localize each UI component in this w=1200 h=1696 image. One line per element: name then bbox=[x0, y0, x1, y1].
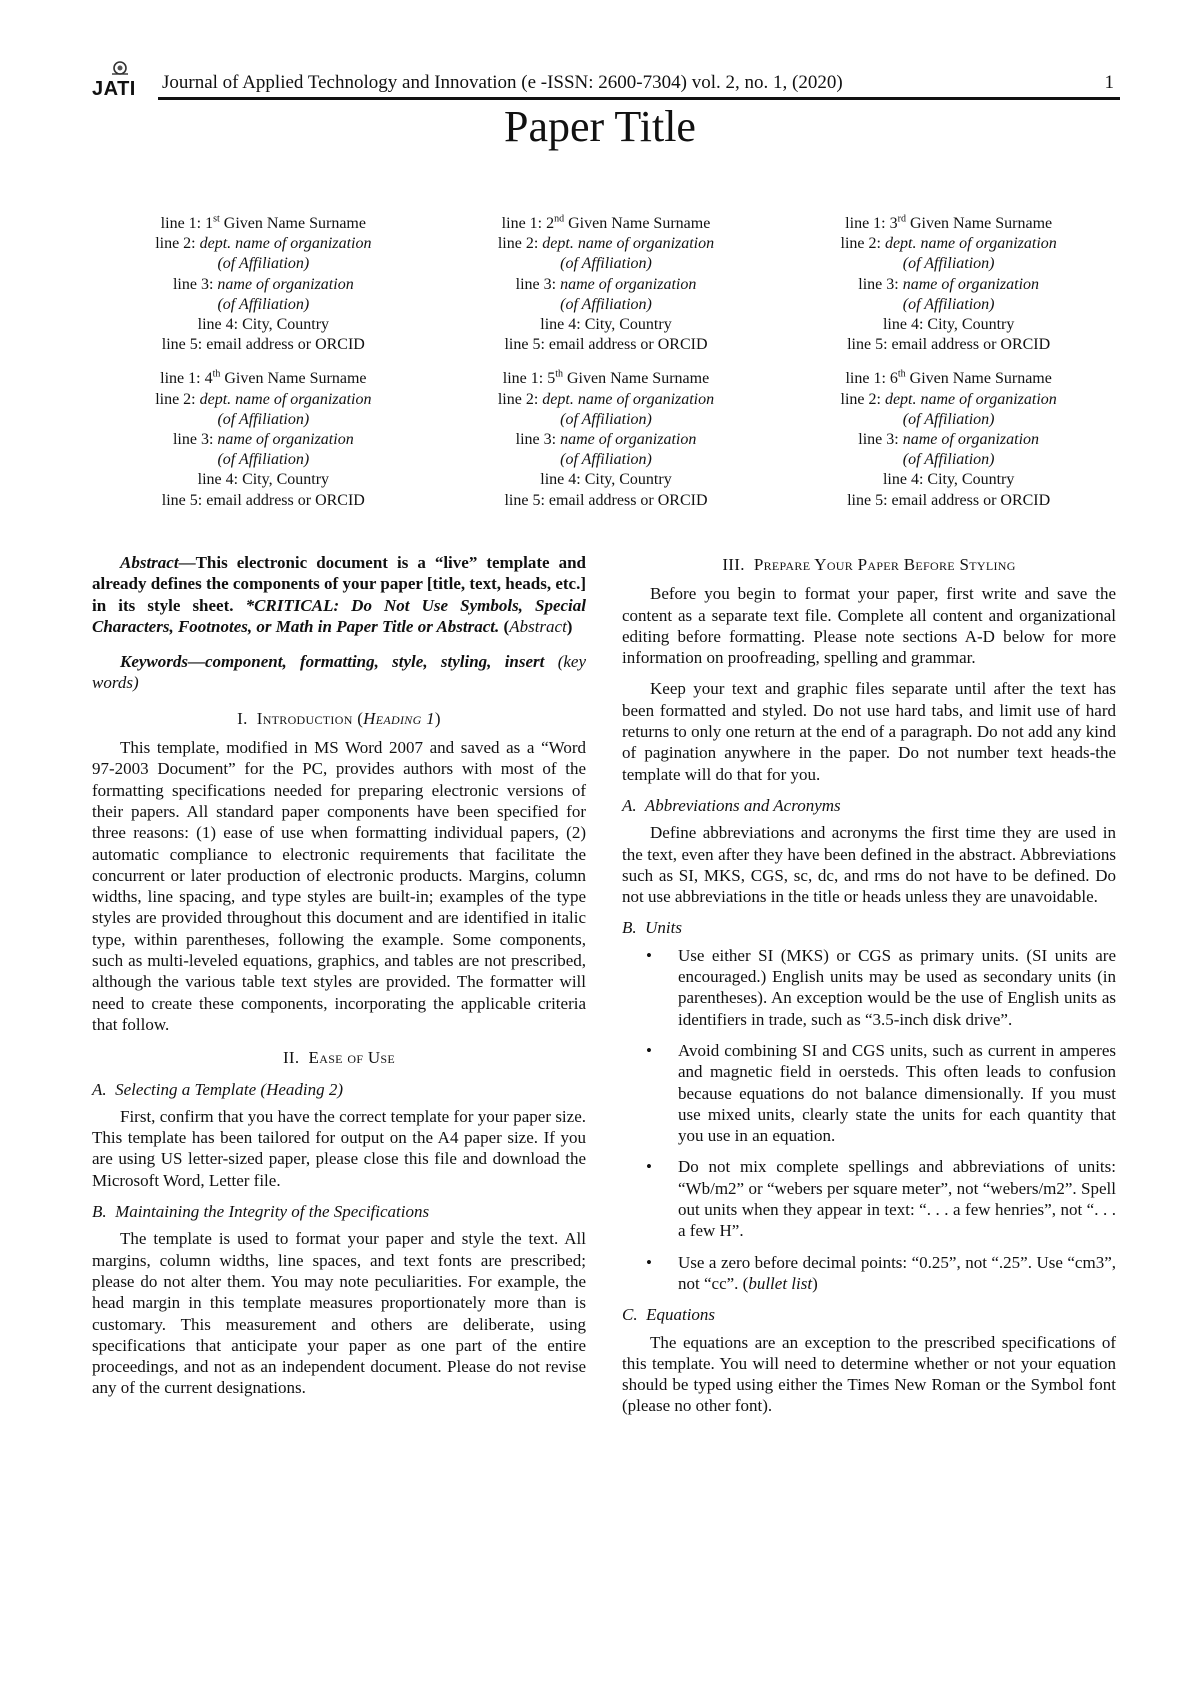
right-column bbox=[622, 552, 1116, 1427]
page-number: 1 bbox=[1104, 72, 1114, 93]
left-column bbox=[92, 552, 586, 1409]
list-item: • Avoid combining SI and CGS units, such as current in amperes and magnetic field in oersteds. This often leads to confusion because equations do not balance dimensionally. If you must use mixed units, clearly state the units for each quantity that you use in an equation. bbox=[622, 1040, 1116, 1146]
equations-paragraph: The equations are an exception to the prescribed specifications of this template. You will need to determine whether or not your equation should be typed using either the Times New Roman or the Symbol font (please no other font). bbox=[622, 1332, 1116, 1416]
paper-title: Paper Title bbox=[504, 102, 696, 151]
prepare-paragraph-1: Before you begin to format your paper, first write and save the content as a separate text file. Complete all content and organizational editing before formatting. Please note sections A-D below for more information on proofreading, spelling and grammar. bbox=[622, 584, 1116, 668]
subheading-equations: C. Equations bbox=[622, 1305, 716, 1325]
journal-citation: Journal of Applied Technology and Innovation (e -ISSN: 2600-7304) vol. 2, no. 1, (2020) bbox=[162, 72, 843, 93]
subheading-integrity: B. Maintaining the Integrity of the Specifications bbox=[92, 1202, 430, 1222]
author-4: line 1: 4th Given Name Surname line 2: dept. name of organization (of Affiliation) line 3: name of organization (of Affiliation) line 4: City, Country line 5: email address or ORCID bbox=[155, 369, 372, 509]
list-item: • Do not mix complete spellings and abbreviations of units: “Wb/m2” or “webers per square meter”, not “webers/m2”. Spell out units when they appear in text: “. . . a few henries”, not “. . . a few H”. bbox=[622, 1156, 1116, 1241]
jati-logo bbox=[92, 60, 150, 102]
author-3: line 1: 3rd Given Name Surname line 2: dept. name of organization (of Affiliation) line 3: name of organization (of Affiliation) line 4: City, Country line 5: email address or ORCID bbox=[840, 213, 1057, 354]
author-1: line 1: 1st Given Name Surname line 2: dept. name of organization (of Affiliation) line 3: name of organization (of Affiliation) line 4: City, Country line 5: email address or ORCID bbox=[155, 213, 372, 354]
units-bullet-list bbox=[622, 945, 1116, 1294]
selecting-template-paragraph: First, confirm that you have the correct template for your paper size. This template has been tailored for output on the A4 paper size. If you are using US letter-sized paper, please close this file and download the Microsoft Word, Letter file. bbox=[92, 1106, 586, 1190]
author-5: line 1: 5th Given Name Surname line 2: dept. name of organization (of Affiliation) line 3: name of organization (of Affiliation) line 4: City, Country line 5: email address or ORCID bbox=[497, 369, 715, 509]
heading-ease-of-use: II. Ease of Use bbox=[282, 1048, 396, 1068]
running-header bbox=[92, 60, 1120, 102]
author-2: line 1: 2nd Given Name Surname line 2: dept. name of organization (of Affiliation) line 3: name of organization (of Affiliation) line 4: City, Country line 5: email address or ORCID bbox=[497, 213, 715, 354]
heading-prepare-paper: III. Prepare Your Paper Before Styling bbox=[722, 555, 1016, 574]
list-item: • Use a zero before decimal points: “0.25”, not “.25”. Use “cm3”, not “cc”. (bullet list) bbox=[622, 1252, 1116, 1295]
list-item: • Use either SI (MKS) or CGS as primary units. (SI units are encouraged.) English units may be used as secondary units (in parentheses). An exception would be the use of English units as identifiers in trade, such as “3.5-inch disk drive”. bbox=[622, 945, 1116, 1030]
subheading-selecting-template: A. Selecting a Template (Heading 2) bbox=[92, 1079, 344, 1099]
abstract: Abstract—This electronic document is a “live” template and already defines the components of your paper [title, text, heads, etc.] in its style sheet. *CRITICAL: Do Not Use Symbols, Special Characters, Footnotes, or Math in Paper Title or Abstract. (Abstract) bbox=[92, 553, 586, 636]
heading-introduction: I. Introduction (Heading 1) bbox=[237, 708, 441, 728]
integrity-paragraph: The template is used to format your paper and style the text. All margins, column widths, line spaces, and text fonts are prescribed; please do not alter them. You may note peculiarities. For example, the head margin in this template measures proportionately more than is customary. This measurement and others are deliberate, using specifications that anticipate your paper as one part of the entire proceedings, and not as an independent document. Please do not revise any of the current designations. bbox=[92, 1229, 586, 1398]
prepare-paragraph-2: Keep your text and graphic files separate until after the text has been formatted and styled. Do not use hard tabs, and limit use of hard returns to only one return at the end of a paragraph. Do not add any kind of pagination anywhere in the paper. Do not number text heads-the template will do that for you. bbox=[622, 679, 1116, 784]
author-6: line 1: 6th Given Name Surname line 2: dept. name of organization (of Affiliation) line 3: name of organization (of Affiliation) line 4: City, Country line 5: email address or ORCID bbox=[840, 369, 1057, 509]
subheading-abbreviations: A. Abbreviations and Acronyms bbox=[622, 795, 841, 815]
subheading-units: B. Units bbox=[622, 918, 682, 938]
keywords: Keywords—component, formatting, style, styling, insert (key words) bbox=[92, 652, 586, 693]
abbreviations-paragraph: Define abbreviations and acronyms the first time they are used in the text, even after they have been defined in the abstract. Abbreviations such as SI, MKS, CGS, sc, dc, and rms do not have to be defined. Do not use abbreviations in the title or heads unless they are unavoidable. bbox=[622, 823, 1116, 907]
author-block bbox=[92, 214, 1120, 511]
intro-paragraph: This template, modified in MS Word 2007 and saved as a “Word 97-2003 Document” for the PC, provides authors with most of the formatting specifications needed for preparing electronic versions of their papers. All standard paper components have been specified for three reasons: (1) ease of use when formatting individual papers, (2) automatic compliance to electronic requirements that facilitate the concurrent or later production of electronic products. Margins, column widths, line spacing, and type styles are built-in; examples of the type styles are provided throughout this document and are identified in italic type, within parentheses, following the example. Some components, such as multi-leveled equations, graphics, and tables are not prescribed, although the various table text styles are provided. The formatter will need to create these components, incorporating the applicable criteria that follow. bbox=[92, 738, 586, 1034]
logo-text: JATI bbox=[92, 78, 136, 100]
